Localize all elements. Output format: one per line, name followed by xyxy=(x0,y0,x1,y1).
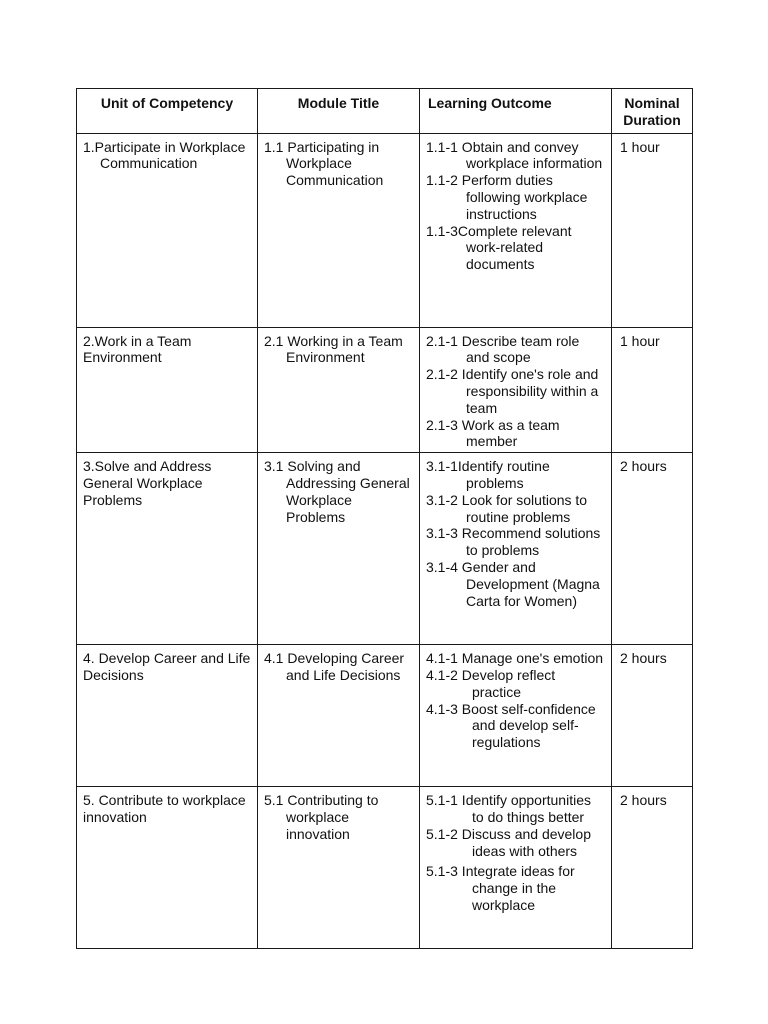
module-cell xyxy=(258,327,420,453)
unit-text: 2.Work in a Team Environment xyxy=(83,332,192,366)
unit-text: 5. Contribute to workplace innovation xyxy=(83,792,246,825)
outcome-item: 2.1-1 Describe team role and scope xyxy=(426,332,580,366)
outcome-cell xyxy=(420,453,612,645)
duration-text: 2 hours xyxy=(620,650,667,667)
outcome-item: 3.1-2 Look for solutions to routine problems xyxy=(426,491,588,525)
header-outcome: Learning Outcome xyxy=(420,89,612,134)
competency-table xyxy=(76,88,693,949)
duration-cell xyxy=(612,453,693,645)
duration-text: 1 hour xyxy=(620,332,660,349)
module-cell xyxy=(258,133,420,327)
unit-cell xyxy=(77,787,258,949)
unit-text: 3.Solve and Address General Workplace Problems xyxy=(83,458,212,508)
outcome-item: 4.1-1 Manage one's emotion xyxy=(426,650,604,667)
table-row xyxy=(77,787,693,949)
outcome-item: 3.1-1Identify routine problems xyxy=(426,458,550,491)
duration-cell xyxy=(612,645,693,787)
unit-text: 1.Participate in Workplace Communication xyxy=(83,138,246,172)
table-row xyxy=(77,453,693,645)
module-cell xyxy=(258,645,420,787)
module-text: 2.1 Working in a Team Environment xyxy=(264,332,403,366)
outcome-item: 5.1-2 Discuss and develop ideas with others xyxy=(426,825,591,859)
unit-cell xyxy=(77,453,258,645)
module-text: 4.1 Developing Career and Life Decisions xyxy=(264,650,405,683)
outcome-item: 4.1-3 Boost self-confidence and develop self-regulations xyxy=(426,700,596,751)
outcome-item: 3.1-3 Recommend solutions to problems xyxy=(426,525,601,559)
outcome-item: 3.1-4 Gender and Development (Magna Carta for Women) xyxy=(426,558,600,609)
duration-cell xyxy=(612,327,693,453)
unit-cell xyxy=(77,133,258,327)
module-text: 5.1 Contributing to workplace innovation xyxy=(264,792,379,842)
header-row xyxy=(77,89,693,134)
outcome-item: 4.1-2 Develop reflect practice xyxy=(426,666,556,700)
outcome-item: 1.1-1 Obtain and convey workplace information xyxy=(426,138,603,172)
table-row xyxy=(77,133,693,327)
outcome-item: 2.1-2 Identify one's role and responsibility within a team xyxy=(426,366,599,416)
module-text: 3.1 Solving and Addressing General Workplace Problems xyxy=(264,458,410,525)
duration-cell xyxy=(612,787,693,949)
outcome-cell xyxy=(420,327,612,453)
table-row xyxy=(77,645,693,787)
duration-text: 2 hours xyxy=(620,458,667,475)
module-text: 1.1 Participating in Workplace Communication xyxy=(264,138,384,189)
module-cell xyxy=(258,787,420,949)
outcome-cell xyxy=(420,787,612,949)
unit-cell xyxy=(77,327,258,453)
header-duration: Nominal Duration xyxy=(612,89,693,134)
outcome-item: 5.1-3 Integrate ideas for change in the workplace xyxy=(426,863,575,913)
outcome-cell xyxy=(420,133,612,327)
duration-text: 2 hours xyxy=(620,792,667,809)
outcome-item: 5.1-1 Identify opportunities to do things better xyxy=(426,792,591,825)
outcome-item: 1.1-2 Perform duties following workplace instructions xyxy=(426,172,588,222)
unit-cell xyxy=(77,645,258,787)
outcome-item: 1.1-3Complete relevant work-related documents xyxy=(426,222,572,273)
header-module: Module Title xyxy=(258,89,420,134)
module-cell xyxy=(258,453,420,645)
duration-cell xyxy=(612,133,693,327)
header-unit: Unit of Competency xyxy=(77,89,258,134)
duration-text: 1 hour xyxy=(620,138,660,155)
outcome-item: 2.1-3 Work as a team member xyxy=(426,416,560,450)
outcome-cell xyxy=(420,645,612,787)
table-row xyxy=(77,327,693,453)
unit-text: 4. Develop Career and Life Decisions xyxy=(83,650,251,683)
